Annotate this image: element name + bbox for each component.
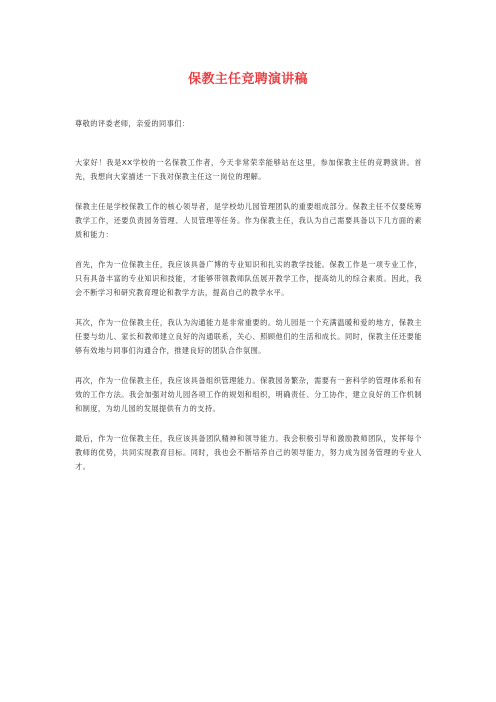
paragraph-second-point: 其次，作为一位保教主任，我认为沟通能力是非常重要的。幼儿园是一个充满温暖和爱的地方，保教主任要与幼儿、家长和教师建立良好的沟通联系，关心、照顾他们的生活和成长。同时，保教主任还要能够有效地与同事们沟通合作，推建良好的团队合作氛围。 xyxy=(75,318,422,355)
paragraph-role: 保教主任是学校保教工作的核心领导者，是学校幼儿园管理团队的重要组成部分。保教主任不仅要统筹教学工作，还要负责园务管理、人员管理等任务。作为保教主任，我认为自己需要具备以下几方面的素质和能力： xyxy=(75,202,422,239)
greeting-line: 尊敬的评委老师，亲爱的同事们： xyxy=(75,119,190,128)
document-body xyxy=(75,117,422,490)
paragraph-final-point: 最后，作为一位保教主任，我应该具备团队精神和领导能力。我会积极引导和激励教师团队，发挥每个教师的优势，共同实现教育目标。同时，我也会不断培养自己的领导能力，努力成为园务管理的专业人才。 xyxy=(75,434,422,471)
paragraph-first-point: 首先，作为一位保教主任，我应该具备广博的专业知识和扎实的教学技能。保教工作是一项专业工作，只有具备丰富的专业知识和技能，才能够带领教师队伍展开教学工作，提高幼儿的综合素质。因此，我会不断学习和研究教育理论和教学方法，提高自己的教学水平。 xyxy=(75,260,422,297)
paragraph-intro: 大家好！我是XX学校的一名保教工作者，今天非常荣幸能够站在这里，参加保教主任的竞聘演讲。首先，我想向大家描述一下我对保教主任这一岗位的理解。 xyxy=(75,158,422,181)
paragraph-third-point: 再次，作为一位保教主任，我应该具备组织管理能力。保教园务繁杂，需要有一套科学的管理体系和有效的工作方法。我会加强对幼儿园各项工作的规划和组织，明确责任、分工协作，建立良好的工作机制和制度，为幼儿园的发展提供有力的支持。 xyxy=(75,376,422,413)
document-title: 保教主任竞聘演讲稿 xyxy=(188,72,308,87)
